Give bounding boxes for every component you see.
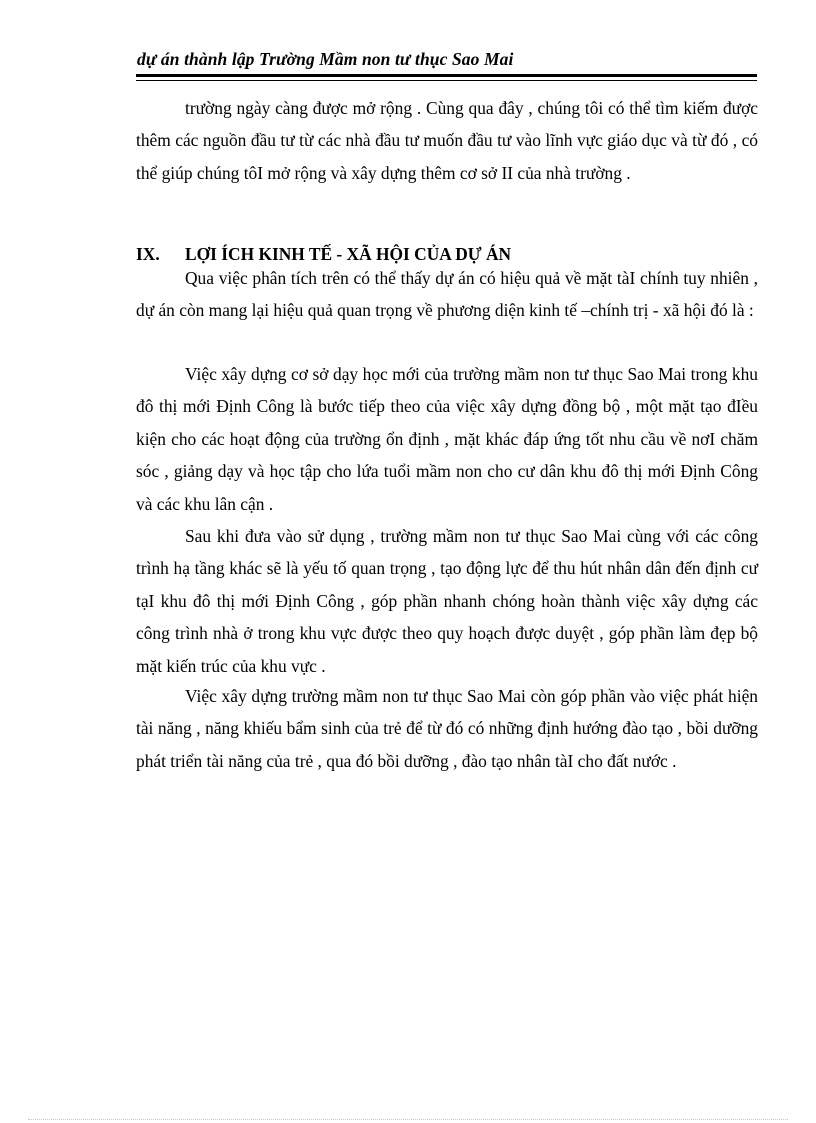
paragraph-4: Sau khi đưa vào sử dụng , trường mầm non tư thục Sao Mai cùng với các công trình hạ tầng khác sẽ là yếu tố quan trọng , tạo động lực để thu hút nhân dân đến định cư tạI khu đô thị mới Định Công , góp phần nhanh chóng hoàn thành việc xây dựng các công trình nhà ở trong khu vực được theo quy hoạch được duyệt , góp phần làm đẹp bộ mặt kiến trúc của khu vực . (136, 526, 758, 676)
paragraph-2: Qua việc phân tích trên có thể thấy dự án có hiệu quả về mặt tàI chính tuy nhiên , dự án còn mang lại hiệu quả quan trọng về phương diện kinh tế –chính trị - xã hội đó là : (136, 268, 758, 321)
header-rule-thick (136, 74, 757, 77)
page-bottom-dotted-line (28, 1119, 788, 1120)
paragraph-3: Việc xây dựng cơ sở dạy học mới của trường mầm non tư thục Sao Mai trong khu đô thị mới Định Công là bước tiếp theo của việc xây dựng đồng bộ , một mặt tạo đIều kiện cho các hoạt động của trường ổn định , mặt khác đáp ứng tốt nhu cầu về nơI chăm sóc , giảng dạy và học tập cho lứa tuổi mầm non cho cư dân khu đô thị mới Định Công và các khu lân cận . (136, 364, 758, 514)
section-number: IX. (136, 244, 160, 264)
header-rule-thin (136, 80, 757, 81)
paragraph-continuation (136, 92, 758, 189)
paragraph-1-text: trường ngày càng được mở rộng . Cùng qua đây , chúng tôi có thể tìm kiếm được thêm các nguồn đầu tư từ các nhà đầu tư muốn đầu tư vào lĩnh vực giáo dục và từ đó , có thể giúp chúng tôI mở rộng và xây dựng thêm cơ sở II của nhà trường . (136, 98, 758, 183)
section-title: LỢI ÍCH KINH TẾ - XÃ HỘI CỦA DỰ ÁN (185, 244, 512, 264)
page-header-title: dự án thành lập Trường Mầm non tư thục Sao Mai (137, 49, 514, 69)
paragraph-5: Việc xây dựng trường mầm non tư thục Sao Mai còn góp phần vào việc phát hiện tài năng , năng khiếu bẩm sinh của trẻ để từ đó có những định hướng đào tạo , bồi dưỡng phát triển tài năng của trẻ , qua đó bồi dưỡng , đào tạo nhân tàI cho đất nước . (136, 686, 758, 771)
